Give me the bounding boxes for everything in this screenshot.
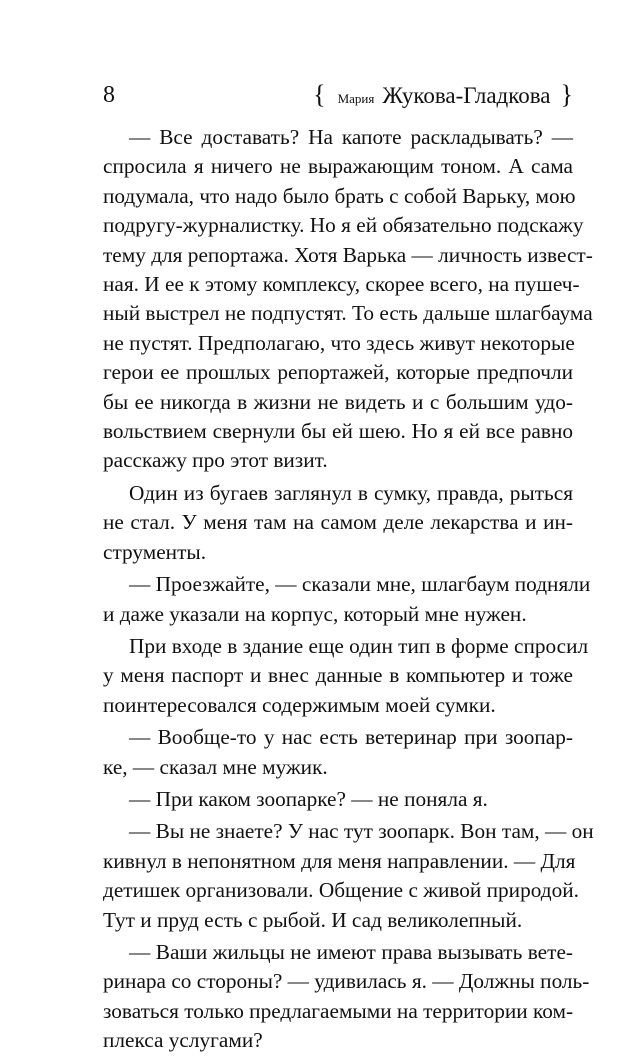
text-line: ке, — сказал мне мужик. — [103, 754, 328, 779]
paragraph — [103, 723, 573, 782]
text-line: — При каком зоопарке? — не поняла я. — [129, 786, 488, 811]
paragraph — [103, 938, 590, 1056]
text-line: не стал. У меня там на самом деле лекарства и ин- — [103, 510, 573, 535]
text-line: зоваться только предлагаемыми на территории ком- — [103, 998, 574, 1023]
text-line: не пустят. Предполагаю, что здесь живут некоторые — [103, 330, 575, 355]
text-line: ринара со стороны? — удивилась я. — Должны поль- — [103, 969, 590, 994]
text-line: спросила я ничего не выражающим тоном. А сама — [103, 154, 573, 179]
text-line: подумала, что надо было брать с собой Варьку, мою — [103, 183, 576, 208]
paragraph — [103, 570, 591, 629]
text-line: расскажу про этот визит. — [103, 448, 328, 473]
text-line: тему для репортажа. Хотя Варька — личность извест- — [103, 242, 593, 267]
paragraph — [103, 479, 573, 567]
text-line: у меня паспорт и внес данные в компьютер и тоже — [103, 663, 573, 688]
author-last-name: Жукова-Гладкова — [382, 83, 551, 108]
text-line: струменты. — [103, 539, 207, 564]
text-line: плекса услугами? — [103, 1028, 263, 1053]
page-number: 8 — [103, 82, 115, 108]
paragraph — [103, 785, 573, 814]
text-line: При входе в здание еще один тип в форме спросил — [129, 633, 589, 658]
text-line: бы ее никогда в жизни не видеть и с большим удо- — [103, 389, 573, 414]
paragraph — [103, 817, 594, 935]
text-line: и даже указали на корпус, который мне нужен. — [103, 601, 527, 626]
text-line: герои ее прошлых репортажей, которые предпочли — [103, 360, 573, 385]
page-header — [103, 80, 573, 114]
text-line: ная. И ее к этому комплексу, скорее всего, на пушеч- — [103, 272, 580, 297]
author-first-name: Мария — [337, 91, 375, 106]
text-line: Один из бугаев заглянул в сумку, правда, рыться — [129, 480, 573, 505]
text-line: — Вообще-то у нас есть ветеринар при зоопар- — [129, 725, 573, 750]
brace-open: { — [313, 80, 326, 109]
text-line: детишек организовали. Общение с живой природой. — [103, 878, 579, 903]
text-line: Тут и пруд есть с рыбой. И сад великолепный. — [103, 907, 523, 932]
text-line: — Все доставать? На капоте раскладывать? — — [129, 125, 573, 149]
body-text — [103, 123, 594, 1056]
brace-close: } — [560, 80, 573, 109]
text-line: — Ваши жильцы не имеют права вызывать вете- — [129, 939, 573, 964]
text-line: ный выстрел не подпустят. То есть дальше шлагбаума — [103, 301, 593, 326]
text-line: — Проезжайте, — сказали мне, шлагбаум подняли — [129, 572, 591, 597]
text-line: подругу-журналистку. Но я ей обязательно подскажу — [103, 213, 584, 238]
running-head — [313, 80, 573, 114]
text-line: — Вы не знаете? У нас тут зоопарк. Вон там, — он — [129, 819, 594, 844]
text-line: поинтересовался содержимым моей сумки. — [103, 692, 496, 717]
text-line: вольствием свернули бы ей шею. Но я ей все равно — [103, 419, 573, 444]
text-line: кивнул в непонятном для меня направлении. — Для — [103, 848, 576, 873]
paragraph — [103, 632, 589, 720]
paragraph — [103, 123, 593, 476]
